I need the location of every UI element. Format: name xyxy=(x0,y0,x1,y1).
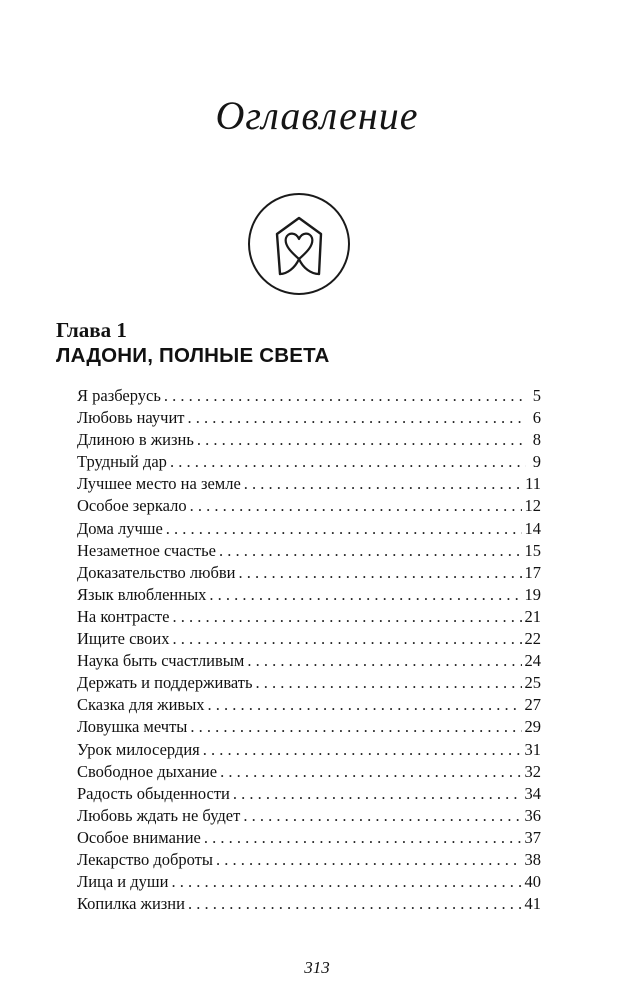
toc-entry-title: Лица и души xyxy=(77,872,169,892)
toc-entry[interactable] xyxy=(77,540,541,562)
toc-entry[interactable] xyxy=(77,739,541,761)
toc-entry-page: 15 xyxy=(524,540,541,560)
toc-entry[interactable] xyxy=(77,606,541,628)
toc-entry-title: Любовь научит xyxy=(77,408,185,428)
toc-entry-page: 12 xyxy=(524,496,541,516)
toc-entry[interactable] xyxy=(77,650,541,672)
toc-entry-title: На контрасте xyxy=(77,606,170,626)
dot-leader xyxy=(164,385,526,407)
toc-entry-page: 21 xyxy=(524,606,541,626)
toc-entry-page: 5 xyxy=(532,386,541,405)
toc-entry-title: Лекарство доброты xyxy=(77,849,213,869)
toc-entry[interactable] xyxy=(77,429,541,451)
toc-entry-title: Особое внимание xyxy=(77,827,201,847)
toc-entry-title: Незаметное счастье xyxy=(77,540,216,560)
dot-leader xyxy=(171,871,521,893)
dot-leader xyxy=(188,407,526,429)
dot-leader xyxy=(209,584,521,606)
toc-entry-page: 40 xyxy=(524,872,541,892)
dot-leader xyxy=(197,429,526,451)
toc-entry-page: 37 xyxy=(524,827,541,847)
toc-entry-page: 32 xyxy=(524,761,541,781)
dot-leader xyxy=(190,716,521,738)
toc-entry-page: 29 xyxy=(524,717,541,737)
dot-leader xyxy=(244,473,522,495)
chapter-label: Глава 1 xyxy=(56,318,127,342)
table-of-contents xyxy=(77,385,541,915)
toc-entry[interactable] xyxy=(77,385,541,407)
toc-entry-page: 27 xyxy=(524,695,541,715)
toc-entry-title: Длиною в жизнь xyxy=(77,430,194,450)
toc-entry[interactable] xyxy=(77,827,541,849)
dot-leader xyxy=(220,761,521,783)
toc-entry[interactable] xyxy=(77,871,541,893)
dot-leader xyxy=(172,628,521,650)
dot-leader xyxy=(219,540,522,562)
toc-entry-page: 14 xyxy=(524,518,541,538)
toc-entry-title: Язык влюбленных xyxy=(77,584,207,604)
toc-entry[interactable] xyxy=(77,893,541,915)
house-heart-icon xyxy=(247,192,351,296)
toc-entry-page: 19 xyxy=(524,584,541,604)
toc-entry[interactable] xyxy=(77,518,541,540)
dot-leader xyxy=(247,650,521,672)
toc-entry[interactable] xyxy=(77,761,541,783)
toc-entry-page: 24 xyxy=(524,651,541,671)
dot-leader xyxy=(190,495,522,517)
dot-leader xyxy=(166,518,522,540)
dot-leader xyxy=(256,672,522,694)
toc-entry-page: 38 xyxy=(524,849,541,869)
toc-entry-page: 8 xyxy=(532,430,541,450)
dot-leader xyxy=(233,783,522,805)
toc-entry-page: 36 xyxy=(524,805,541,825)
toc-entry[interactable] xyxy=(77,473,541,495)
toc-entry[interactable] xyxy=(77,628,541,650)
dot-leader xyxy=(208,694,522,716)
toc-entry-title: Наука быть счастливым xyxy=(77,651,245,671)
toc-entry-page: 11 xyxy=(525,474,541,494)
toc-entry[interactable] xyxy=(77,849,541,871)
dot-leader xyxy=(216,849,522,871)
toc-entry[interactable] xyxy=(77,407,541,429)
dot-leader xyxy=(172,606,521,628)
toc-entry-title: Особое зеркало xyxy=(77,496,187,516)
toc-entry-title: Я разберусь xyxy=(77,386,161,405)
toc-entry-title: Радость обыденности xyxy=(77,783,230,803)
toc-entry-title: Сказка для живых xyxy=(77,695,205,715)
dot-leader xyxy=(243,805,521,827)
toc-entry[interactable] xyxy=(77,805,541,827)
toc-entry-page: 34 xyxy=(524,783,541,803)
chapter-title: ЛАДОНИ, ПОЛНЫЕ СВЕТА xyxy=(56,344,330,367)
page-title: Оглавление xyxy=(215,93,419,138)
page-number: 313 xyxy=(304,958,330,977)
toc-entry-title: Урок милосердия xyxy=(77,739,200,759)
toc-entry-page: 41 xyxy=(524,894,541,914)
toc-entry-title: Дома лучше xyxy=(77,518,163,538)
toc-entry-title: Любовь ждать не будет xyxy=(77,805,241,825)
toc-entry-title: Доказательство любви xyxy=(77,562,236,582)
toc-entry-page: 9 xyxy=(532,452,541,472)
toc-entry-title: Лучшее место на земле xyxy=(77,474,241,494)
toc-entry-title: Держать и поддерживать xyxy=(77,673,253,693)
toc-entry-page: 17 xyxy=(524,562,541,582)
toc-entry-title: Ищите своих xyxy=(77,629,170,649)
toc-entry-page: 22 xyxy=(524,629,541,649)
toc-entry-title: Ловушка мечты xyxy=(77,717,188,737)
toc-entry-title: Трудный дар xyxy=(77,452,167,472)
dot-leader xyxy=(170,451,526,473)
toc-entry[interactable] xyxy=(77,584,541,606)
dot-leader xyxy=(238,562,521,584)
toc-entry-title: Свободное дыхание xyxy=(77,761,218,781)
toc-entry[interactable] xyxy=(77,716,541,738)
dot-leader xyxy=(204,827,522,849)
toc-entry[interactable] xyxy=(77,672,541,694)
toc-entry[interactable] xyxy=(77,451,541,473)
toc-entry[interactable] xyxy=(77,783,541,805)
toc-entry[interactable] xyxy=(77,562,541,584)
toc-entry[interactable] xyxy=(77,495,541,517)
toc-entry-page: 31 xyxy=(524,739,541,759)
toc-entry-title: Копилка жизни xyxy=(77,894,185,914)
toc-entry[interactable] xyxy=(77,694,541,716)
toc-entry-page: 6 xyxy=(532,408,541,428)
dot-leader xyxy=(203,739,522,761)
dot-leader xyxy=(188,893,522,915)
toc-entry-page: 25 xyxy=(524,673,541,693)
